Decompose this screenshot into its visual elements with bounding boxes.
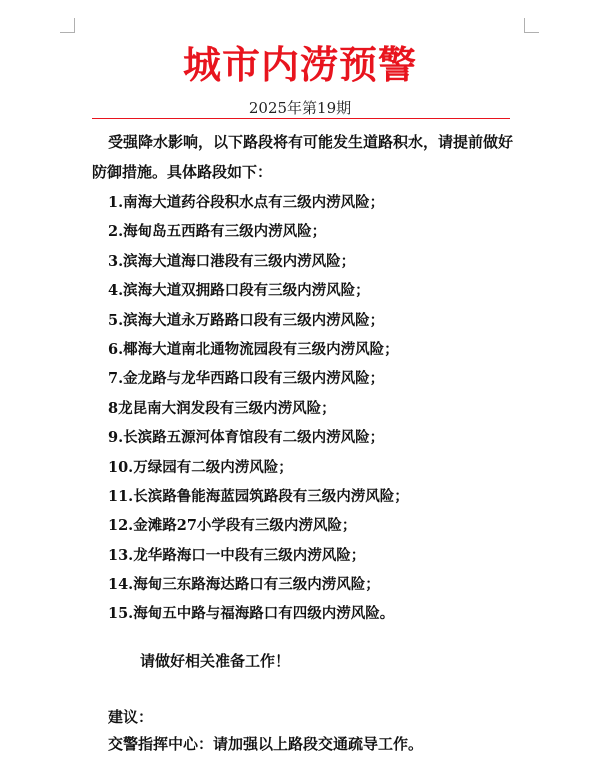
issue-number: 2025年第19期 (248, 99, 352, 117)
suggestion-text: 交警指挥中心：请加强以上路段交通疏导工作。 (108, 735, 424, 753)
list-item: 15.海甸五中路与福海路口有四级内涝风险。 (108, 605, 395, 623)
list-item: 5.滨海大道永万路路口段有三级内涝风险； (108, 311, 385, 329)
list-item: 12.金滩路27小学段有三级内涝风险； (108, 517, 357, 535)
header-divider (92, 118, 510, 119)
page-corner-mark-left (60, 18, 75, 33)
list-item: 6.椰海大道南北通物流园段有三级内涝风险； (108, 340, 399, 358)
list-item: 3.滨海大道海口港段有三级内涝风险； (108, 252, 356, 270)
list-item: 4.滨海大道双拥路口段有三级内涝风险； (108, 282, 370, 300)
list-item: 8龙昆南大润发段有三级内涝风险； (108, 399, 336, 417)
page-corner-mark-right (524, 18, 539, 33)
suggestion-label: 建议： (108, 708, 154, 726)
intro-paragraph: 受强降水影响，以下路段将有可能发生道路积水，请提前做好防御措施。具体路段如下： (92, 133, 514, 181)
road-risk-list (108, 188, 409, 629)
list-item: 9.长滨路五源河体育馆段有二级内涝风险； (108, 429, 385, 447)
closing-remark: 请做好相关准备工作！ (140, 652, 291, 670)
list-item: 7.金龙路与龙华西路口段有三级内涝风险； (108, 370, 385, 388)
list-item: 1.南海大道药谷段积水点有三级内涝风险； (108, 194, 385, 211)
list-item: 13.龙华路海口一中段有三级内涝风险； (108, 546, 366, 564)
list-item: 14.海甸三东路海达路口有三级内涝风险； (108, 576, 380, 594)
list-item: 11.长滨路鲁能海蓝园筑路段有三级内涝风险； (108, 487, 409, 505)
list-item: 10.万绿园有二级内涝风险； (108, 458, 293, 476)
document-title: 城市内涝预警 (182, 43, 417, 87)
list-item: 2.海甸岛五西路有三级内涝风险； (108, 223, 327, 241)
